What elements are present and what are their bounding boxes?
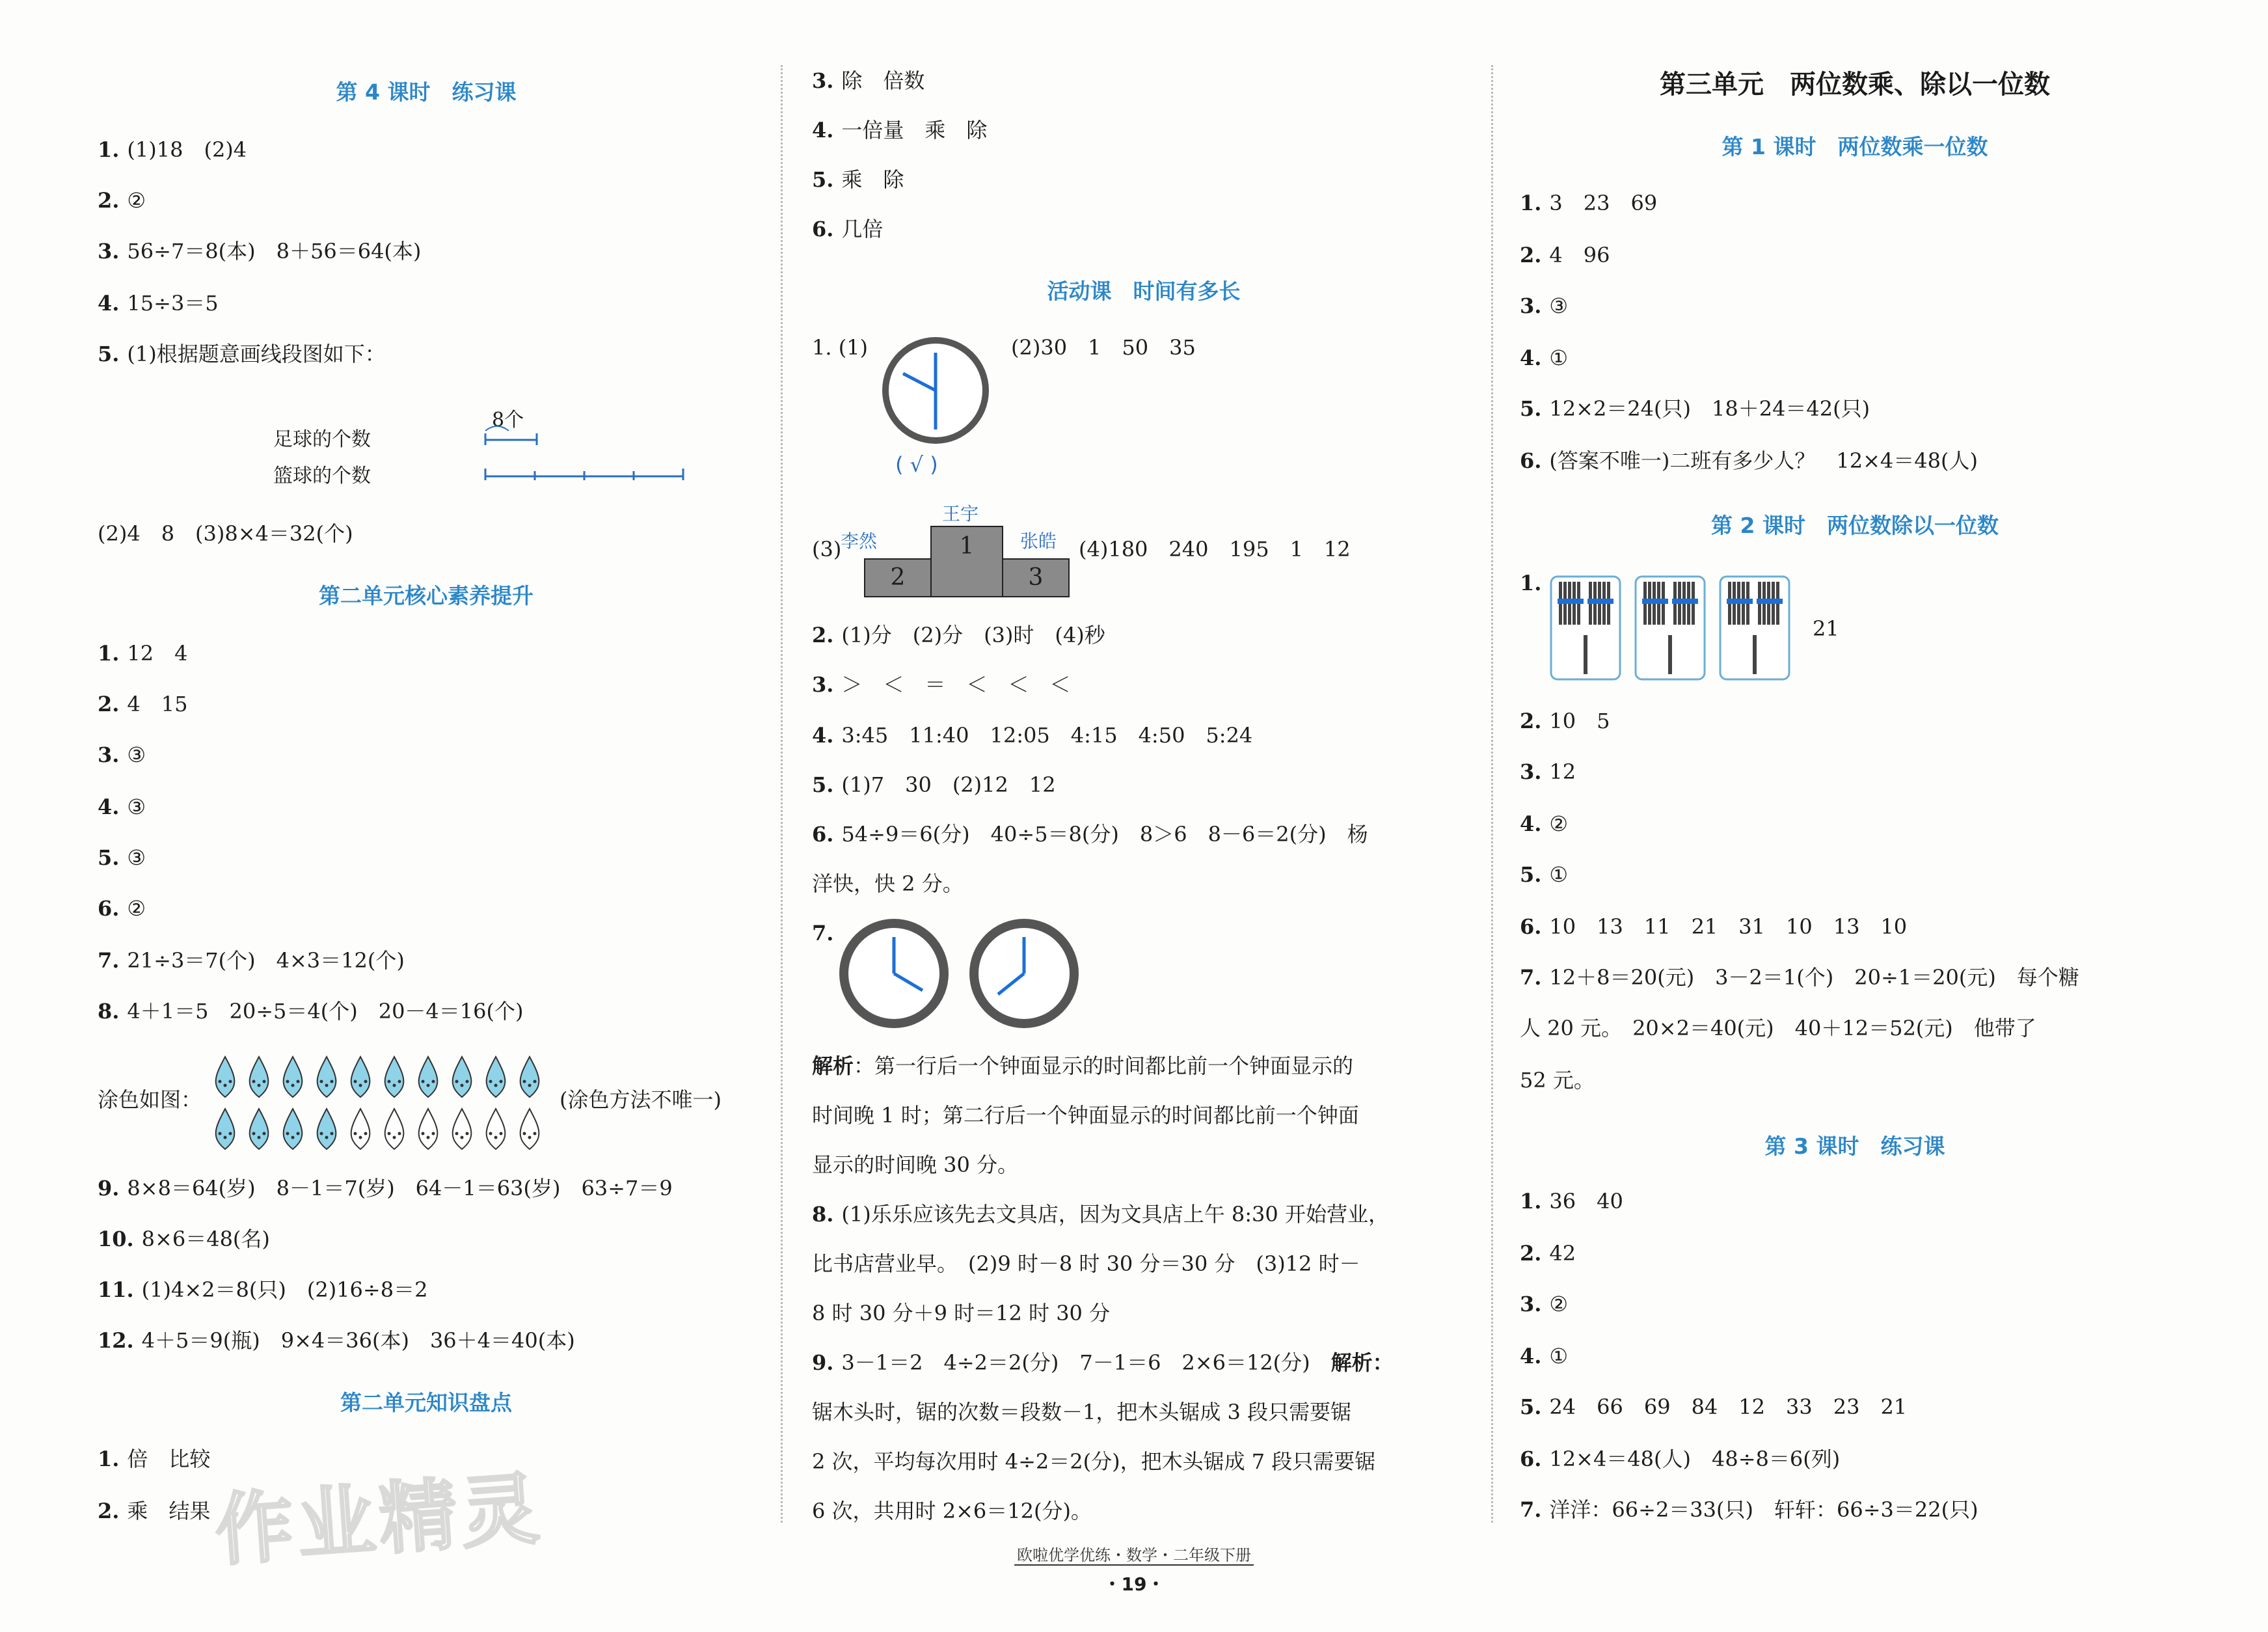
answer-line: 4. 3:45 11:40 12:05 4:15 4:50 5:24 (812, 723, 1253, 748)
drop-icon (317, 1057, 336, 1097)
answer-line: 4. 一倍量 乘 除 (812, 118, 988, 143)
segment-label: 8个 (492, 409, 524, 431)
drop-dot (320, 1080, 323, 1083)
podium-figure (838, 500, 1085, 604)
drop-dot (364, 1132, 368, 1136)
answer-line: 6. 54÷9＝6(分) 40÷5＝8(分) 8＞6 8－6＝2(分) 杨 (812, 822, 1368, 847)
answer-line: 7. 洋洋：66÷2＝33(只) 轩轩：66÷3＝22(只) (1520, 1497, 1978, 1522)
segment-lines (273, 403, 690, 495)
drop-dot (489, 1080, 493, 1083)
section-heading: 第 2 课时 两位数除以一位数 (1711, 513, 1999, 538)
answer-line: 1. (1) (812, 335, 869, 360)
book-title: 欧啦优学优练・数学・二年级下册 (1014, 1546, 1254, 1566)
answer-line: 2. ② (98, 188, 146, 213)
drop-dot (320, 1132, 323, 1136)
answer-line: 人 20 元。 20×2＝40(元) 40＋12＝52(元) 他带了 (1520, 1016, 2036, 1040)
drop-dot (523, 1132, 526, 1136)
drop-dot (422, 1080, 425, 1083)
coloring-label: 涂色如图： (98, 1087, 202, 1112)
answer-line: 3. ③ (98, 742, 146, 767)
drop-icon (284, 1057, 303, 1097)
drop-dot (466, 1132, 469, 1136)
drop-dot (388, 1132, 391, 1136)
answer-line: 4. ③ (98, 795, 146, 819)
bundle-tie (1642, 599, 1668, 604)
clock-icon (877, 332, 994, 449)
drop-icon (216, 1057, 235, 1097)
answer-line: 3. 12 (1520, 759, 1576, 784)
drop-dot (297, 1080, 300, 1083)
drop-icon (385, 1057, 404, 1097)
drop-dot (461, 1084, 464, 1087)
drop-dot (489, 1132, 493, 1136)
column-divider (781, 65, 783, 1523)
drop-dot (291, 1084, 295, 1087)
bundle-tie (1558, 599, 1584, 604)
podium-name: 张皓 (1020, 530, 1057, 552)
section-heading: 第二单元知识盘点 (340, 1390, 512, 1415)
answer-line: 9. 3－1＝2 4÷2＝2(分) 7－1＝6 2×6＝12(分) 解析： (812, 1350, 1394, 1375)
answer-line: 3. ＞ ＜ ＝ ＜ ＜ ＜ (812, 672, 1071, 697)
drop-dot (325, 1136, 329, 1139)
drop-dot (523, 1080, 526, 1083)
check-mark: ( √ ) (895, 452, 938, 477)
drop-icon (453, 1057, 472, 1097)
answer-line: (2)4 8 (3)8×4＝32(个) (98, 521, 353, 546)
bundle-tie (1757, 599, 1783, 604)
drop-icon (487, 1109, 506, 1149)
answer-line: 1. (1520, 571, 1542, 595)
answer-line: 6. ② (98, 896, 146, 921)
drop-dot (219, 1080, 222, 1083)
drop-dot (427, 1136, 430, 1139)
podium-name: 王宇 (942, 503, 979, 524)
answer-line: 6. (答案不唯一)二班有多少人？ 12×4＝48(人) (1520, 448, 1978, 473)
drop-dot (229, 1080, 232, 1083)
drop-dot (354, 1132, 357, 1136)
drop-dot (359, 1136, 362, 1139)
answer-line: 2. 4 15 (98, 692, 188, 716)
bundle-tie (1727, 599, 1753, 604)
drop-icon (250, 1057, 269, 1097)
answer-line: 11. (1)4×2＝8(只) (2)16÷8＝2 (98, 1277, 428, 1302)
drop-icon (520, 1109, 539, 1149)
answer-line: 6. 12×4＝48(人) 48÷8＝6(列) (1520, 1447, 1841, 1471)
segment-label: 足球的个数 (273, 428, 371, 451)
bundle-tie (1672, 599, 1698, 604)
podium-step: 1 (930, 526, 1003, 597)
drop-dot (258, 1084, 261, 1087)
answer-line: 12. 4＋5＝9(瓶) 9×4＝36(本) 36＋4＝40(本) (98, 1328, 575, 1353)
drop-dot (331, 1080, 334, 1083)
line-segment-diagram (273, 403, 690, 495)
column-divider (1491, 65, 1493, 1523)
drop-dot (219, 1132, 222, 1136)
podium-step: 3 (1002, 558, 1070, 597)
drop-dot (393, 1084, 396, 1087)
answer-line: 6. 10 13 11 21 31 10 13 10 (1520, 914, 1908, 939)
answer-line: 7. 12＋8＝20(元) 3－2＝1(个) 20÷1＝20(元) 每个糖 (1520, 965, 2079, 990)
answer-line: 洋快，快 2 分。 (812, 871, 964, 896)
drop-icon (317, 1109, 336, 1149)
answer-line: 5. 12×2＝24(只) 18＋24＝42(只) (1520, 396, 1870, 421)
drop-icon (520, 1057, 539, 1097)
answer-line: (2)30 1 50 35 (1011, 335, 1196, 360)
drop-dot (455, 1080, 459, 1083)
answer-line: 3. ③ (1520, 293, 1569, 318)
answer-line: 7. 21÷3＝7(个) 4×3＝12(个) (98, 948, 405, 973)
drop-dot (422, 1132, 425, 1136)
drop-icon (419, 1057, 438, 1097)
answer-line: 7. (812, 921, 834, 945)
answer-line: 3. 56÷7＝8(本) 8＋56＝64(本) (98, 239, 422, 264)
section-heading: 活动课 时间有多长 (1047, 279, 1241, 304)
answer-line: 1. 3 23 69 (1520, 191, 1658, 215)
drop-dot (500, 1080, 503, 1083)
drop-dot (354, 1080, 357, 1083)
drop-dot (229, 1132, 232, 1136)
answer-line: 8. 4＋1＝5 20÷5＝4(个) 20－4＝16(个) (98, 999, 524, 1024)
answer-line: 2. 4 96 (1520, 243, 1610, 267)
drop-dot (325, 1084, 329, 1087)
watermark: 作业精灵 (212, 1463, 546, 1577)
answer-line: 5. (1)7 30 (2)12 12 (812, 772, 1056, 797)
drop-icon (351, 1109, 370, 1149)
answer-line: 锯木头时，锯的次数＝段数－1，把木头锯成 3 段只需要锯 (812, 1400, 1352, 1424)
drop-icon (453, 1109, 472, 1149)
drop-dot (427, 1084, 430, 1087)
answer-line: 2. 42 (1520, 1241, 1576, 1266)
podium-name: 李然 (841, 530, 878, 552)
coloring-note: (涂色方法不唯一) (560, 1087, 722, 1112)
drop-dot (224, 1136, 227, 1139)
drop-dot (364, 1080, 368, 1083)
drop-dot (388, 1080, 391, 1083)
answer-line: (3) (812, 537, 842, 562)
section-heading: 第二单元核心素养提升 (319, 583, 533, 608)
answer-line: 显示的时间晚 30 分。 (812, 1152, 1019, 1177)
drop-dot (466, 1080, 469, 1083)
drop-dot (331, 1132, 334, 1136)
unit-title: 第三单元 两位数乘、除以一位数 (1660, 70, 2050, 100)
answer-line: 2. 10 5 (1520, 709, 1610, 733)
drop-dot (528, 1136, 532, 1139)
page-number: ・19・ (1103, 1573, 1165, 1595)
answer-line: 8. (1)乐乐应该先去文具店，因为文具店上午 8:30 开始营业， (812, 1202, 1389, 1227)
drop-dot (494, 1084, 498, 1087)
drop-dot (494, 1136, 498, 1139)
page-footer (0, 1542, 2268, 1596)
clock-pair-figure (838, 918, 1098, 1035)
answer-line: 5. 乘 除 (812, 167, 904, 192)
answer-value: 21 (1813, 616, 1839, 641)
answer-line: 1. 36 40 (1520, 1189, 1623, 1214)
drop-icon (216, 1109, 235, 1149)
drop-icon (284, 1109, 303, 1149)
drop-dot (432, 1080, 435, 1083)
answer-line: 2. (1)分 (2)分 (3)时 (4)秒 (812, 623, 1105, 647)
drop-dot (286, 1132, 290, 1136)
answer-line: 4. 15÷3＝5 (98, 291, 219, 316)
drop-icon (385, 1109, 404, 1149)
drop-dot (359, 1084, 362, 1087)
drop-icon (487, 1057, 506, 1097)
answer-line: 2 次，平均每次用时 4÷2＝2(分)，把木头锯成 7 段只需要锯 (812, 1449, 1376, 1474)
drop-dot (533, 1080, 537, 1083)
answer-line: 1. 12 4 (98, 641, 188, 666)
drop-icon (419, 1109, 438, 1149)
answer-line: 5. ③ (98, 845, 146, 870)
answer-line: 3. ② (1520, 1292, 1569, 1316)
drop-dot (461, 1136, 464, 1139)
drop-dot (263, 1080, 266, 1083)
answer-line: 时间晚 1 时；第二行后一个钟面显示的时间都比前一个钟面 (812, 1103, 1359, 1128)
answer-line: 4. ② (1520, 811, 1569, 836)
drop-dot (432, 1132, 435, 1136)
drop-icon (250, 1109, 269, 1149)
drop-dot (393, 1136, 396, 1139)
drop-dot (528, 1084, 532, 1087)
answer-line: 5. 24 66 69 84 12 33 23 21 (1520, 1394, 1908, 1419)
answer-line: 1. (1)18 (2)4 (98, 137, 247, 162)
drop-dot (297, 1132, 300, 1136)
drop-dot (500, 1132, 503, 1136)
single-stick (1668, 635, 1672, 674)
answer-line: 6. 几倍 (812, 217, 884, 241)
answer-line: 5. (1)根据题意画线段图如下： (98, 342, 386, 366)
drop-dot (224, 1084, 227, 1087)
drop-dot (398, 1080, 401, 1083)
section-heading: 第 1 课时 两位数乘一位数 (1721, 134, 1988, 159)
answer-line: 4. ① (1520, 1344, 1569, 1368)
answer-line: 9. 8×8＝64(岁) 8－1＝7(岁) 64－1＝63(岁) 63÷7＝9 (98, 1176, 673, 1201)
answer-line: (4)180 240 195 1 12 (1079, 537, 1351, 562)
drop-dot (252, 1080, 256, 1083)
answer-line: 52 元。 (1520, 1068, 1595, 1093)
single-stick (1753, 635, 1757, 674)
section-heading: 第 3 课时 练习课 (1764, 1134, 1945, 1159)
answer-line: 10. 8×6＝48(名) (98, 1227, 270, 1251)
drop-dot (291, 1136, 295, 1139)
bundled-sticks-figure (1550, 575, 1797, 683)
answer-line: 4. ① (1520, 346, 1569, 370)
drop-dot (398, 1132, 401, 1136)
answer-line: 1. 倍 比较 (98, 1447, 211, 1471)
drop-dot (263, 1132, 266, 1136)
section-heading: 第 4 课时 练习课 (336, 79, 517, 105)
drop-dot (533, 1132, 537, 1136)
drop-dot (286, 1080, 290, 1083)
drop-dot (252, 1132, 256, 1136)
answer-line: 比书店营业早。 (2)9 时－8 时 30 分＝30 分 (3)12 时－ (812, 1251, 1360, 1276)
bundle-tie (1587, 599, 1613, 604)
answer-line: 6 次，共用时 2×6＝12(分)。 (812, 1499, 1092, 1523)
drop-icon (351, 1057, 370, 1097)
answer-line: 3. 除 倍数 (812, 68, 925, 93)
answer-line: 5. ① (1520, 862, 1569, 887)
podium-step: 2 (864, 558, 932, 597)
answer-line: 2. 乘 结果 (98, 1499, 211, 1523)
drop-dot (258, 1136, 261, 1139)
answer-line: 解析：第一行后一个钟面显示的时间都比前一个钟面显示的 (812, 1054, 1354, 1078)
segment-label: 篮球的个数 (273, 465, 371, 487)
drop-dot (455, 1132, 459, 1136)
single-stick (1584, 635, 1587, 674)
answer-line: 8 时 30 分＋9 时＝12 时 30 分 (812, 1301, 1111, 1326)
